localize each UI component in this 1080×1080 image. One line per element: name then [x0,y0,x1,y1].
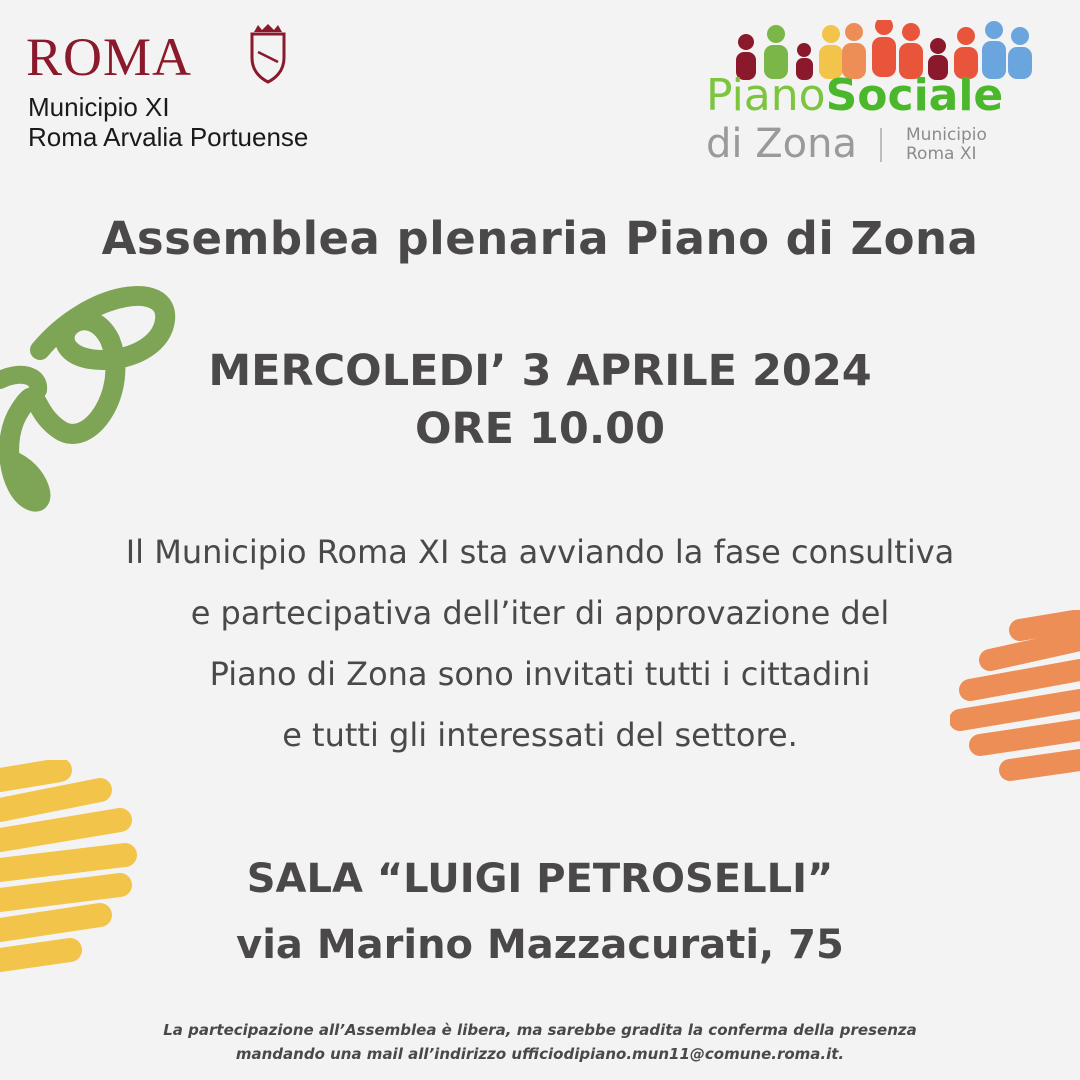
description-line: Il Municipio Roma XI sta avviando la fase consultiva [125,533,955,571]
description-line: Piano di Zona sono invitati tutti i cittadini [209,655,871,693]
roma-logo-line1: Municipio XI [28,92,170,122]
event-venue [0,846,1080,978]
description-line: e partecipativa dell’iter di approvazione del [190,594,890,632]
roma-logo-subtitle [28,92,308,152]
logo-divider [880,128,882,162]
roma-logo-word: ROMA [26,27,193,87]
event-datetime [0,342,1080,458]
roma-logo-line2: Roma Arvalia Portuense [28,122,309,152]
roma-crest-icon [244,24,292,84]
footer-line2: mandando una mail all’indirizzo ufficiodipiano.mun11@comune.roma.it. [235,1045,845,1063]
footer-line1: La partecipazione all’Assemblea è libera, ma sarebbe gradita la conferma della presenza [163,1021,917,1039]
description-line: e tutti gli interessati del settore. [282,716,798,754]
event-time: ORE 10.00 [414,404,666,454]
page-title: Assemblea plenaria Piano di Zona [101,212,979,265]
piano-sociale-municipio [906,126,987,164]
sociale-word: Sociale [825,70,1004,121]
piano-sociale-sub2: Roma XI [906,144,977,164]
piano-sociale-sub1: Municipio [906,125,987,145]
piano-sociale-title [706,70,1004,121]
event-date: MERCOLEDI’ 3 APRILE 2024 [208,346,872,396]
footer-note [0,1018,1080,1066]
di-zona-word: di Zona [706,121,857,167]
piano-word: Piano [706,70,826,121]
venue-name: SALA “LUIGI PETROSELLI” [246,856,834,902]
event-description [0,522,1080,766]
venue-address: via Marino Mazzacurati, 75 [236,922,844,968]
